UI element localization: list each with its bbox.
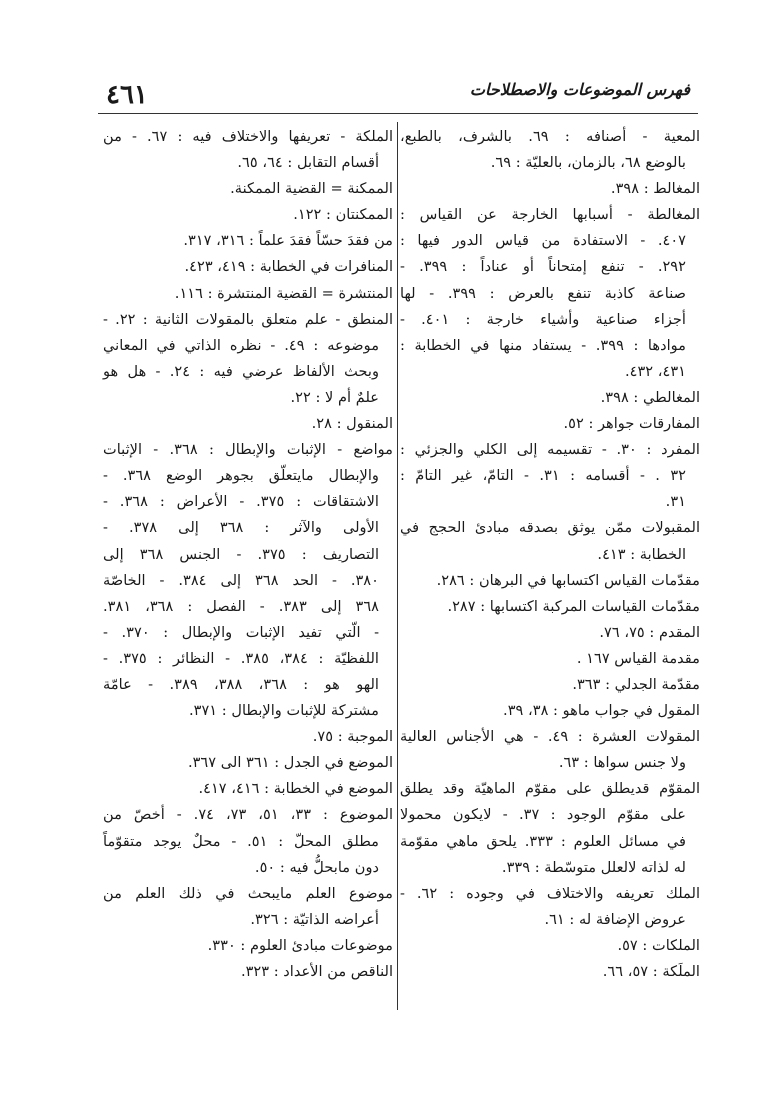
index-entry-line: المغالطة - أسبابها الخارجة عن القياس : <box>400 206 700 224</box>
index-entry <box>400 594 700 620</box>
index-column-left <box>103 124 393 985</box>
index-entry-line: الموجبة : ٧٥. <box>312 728 393 746</box>
index-entry <box>103 307 393 411</box>
index-entry-line: أجزاء صناعية وأشياء خارجة : ٤٠١. - <box>400 310 686 328</box>
index-entry-line: الخطابة : ٤١٣. <box>597 545 686 563</box>
index-entry-line: الناقص من الأعداد : ٣٢٣. <box>240 963 393 980</box>
index-entry-line: موضوعات مبادئ العلوم : ٣٣٠. <box>207 936 393 954</box>
index-entry-line: المغالطي : ٣٩٨. <box>600 388 700 406</box>
index-entry-line: ٣٨٠. - الحد ٣٦٨ إلى ٣٨٤. - الخاصّة <box>103 571 379 589</box>
index-entry-line: الملكة - تعريفها والاختلاف فيه : ٦٧. - من <box>103 128 394 145</box>
index-entry-line: التصاريف : ٣٧٥. - الجنس ٣٦٨ إلى <box>103 545 379 563</box>
running-head: فهرس الموضوعات والاصطلاحات <box>469 80 690 99</box>
index-entry <box>103 724 393 750</box>
index-entry <box>103 281 393 307</box>
index-entry-line: المنقول : ٢٨. <box>311 415 393 433</box>
index-entry-line: بالوضع ٦٨، بالزمان، بالعليّة : ٦٩. <box>490 154 686 172</box>
index-entry-line: المغالط : ٣٩٨. <box>610 180 700 198</box>
index-entry-line: المعية - أصنافه : ٦٩. بالشرف، بالطبع، <box>400 128 700 145</box>
index-entry-line: أعراضه الذاتيّة : ٣٢٦. <box>250 910 379 928</box>
index-entry-line: الموضع في الجدل : ٣٦١ الى ٣٦٧. <box>187 754 393 772</box>
index-entry-line: الموضوع : ٣٣، ٥١، ٧٣، ٧٤. - أخصّ من <box>103 806 394 824</box>
index-entry-line: الهو هو : ٣٦٨، ٣٨٨، ٣٨٩. - عامّة <box>103 675 379 693</box>
column-divider <box>397 122 398 1010</box>
index-entry-line: الملكات : ٥٧. <box>617 936 700 954</box>
index-entry <box>400 646 700 672</box>
index-entry-line: المفارقات جواهر : ٥٢. <box>563 415 700 433</box>
index-entry-line: المفرد : ٣٠. - تقسيمه إلى الكلي والجزئي : <box>400 441 700 459</box>
index-entry-line: المقدم : ٧٥، ٧٦. <box>599 623 700 641</box>
page-number: ٤٦١ <box>106 80 148 110</box>
index-entry-line: - الّتي تفيد الإثبات والإبطال : ٣٧٠. - <box>103 623 379 641</box>
index-entry <box>103 202 393 228</box>
index-entry <box>103 411 393 437</box>
index-entry-line: المقول في جواب ماهو : ٣٨، ٣٩. <box>503 702 700 720</box>
index-entry-line: والإبطال مايتعلّق بجوهر الوضع ٣٦٨. - <box>103 467 379 485</box>
index-entry-line: دون مابحلُّ فيه : ٥٠. <box>254 858 379 876</box>
index-entry-line: مشتركة للإثبات والإبطال : ٣٧١. <box>188 702 379 720</box>
index-entry-line: المقولات العشرة : ٤٩. - هي الأجناس العالية <box>400 728 701 746</box>
index-entry <box>103 124 393 176</box>
index-entry-line: مقدّمات القياس اكتسابها في البرهان : ٢٨٦. <box>436 571 700 589</box>
index-entry-line: الاشتقاقات : ٣٧٥. - الأعراض : ٣٦٨. - <box>103 493 379 511</box>
index-entry <box>400 724 700 776</box>
index-entry-line: الموضع في الخطابة : ٤١٦، ٤١٧. <box>198 780 393 798</box>
index-entry-line: علمٌ أم لا : ٢٢. <box>290 388 379 406</box>
index-entry <box>103 228 393 254</box>
index-entry <box>103 802 393 880</box>
index-entry <box>103 959 393 985</box>
index-entry-line: المنافرات في الخطابة : ٤١٩، ٤٢٣. <box>184 258 393 276</box>
index-entry-line: الممكنة = القضية الممكنة. <box>230 180 393 198</box>
index-entry-line: مقدّمات القياسات المركبة اكتسابها : ٢٨٧. <box>447 597 700 615</box>
index-entry <box>400 959 700 985</box>
index-entry-line: موضوع العلم مايبحث في ذلك العلم من <box>103 884 393 902</box>
index-entry-line: المقبولات ممّن يوثق بصدقه مبادئ الحجج في <box>400 519 700 537</box>
index-entry-line: ٣٦٨ إلى ٣٨٣. - الفصل : ٣٦٨، ٣٨١. <box>103 597 379 615</box>
index-entry-line: أقسام التقابل : ٦٤، ٦٥. <box>237 154 379 172</box>
index-entry-line: عروض الإضافة له : ٦١. <box>544 910 686 928</box>
index-entry-line: صناعة كاذبة تنفع بالعرض : ٣٩٩. - لها <box>400 284 686 302</box>
index-entry-line: ٣٢ . - أقسامه : ٣١. - التامّ، غير التامّ : <box>400 467 686 485</box>
index-entry <box>400 385 700 411</box>
index-entry-line: مقدّمة الجدلي : ٣٦٣. <box>572 675 700 693</box>
index-entry-line: على مقوّم الوجود : ٣٧. - لايكون محمولا <box>400 806 686 824</box>
index-entry-line: ٣١. <box>665 493 686 511</box>
index-entry <box>103 254 393 280</box>
index-entry <box>103 881 393 933</box>
index-entry <box>400 202 700 385</box>
index-entry <box>103 176 393 202</box>
index-entry <box>400 437 700 515</box>
index-entry-line: موضوعه : ٤٩. - نظره الذاتي في المعاني <box>103 336 380 354</box>
index-entry-line: المقوّم قديطلق على مقوّم الماهيّة وقد يطلق <box>400 780 700 798</box>
index-entry-line: له لذاته لالعلل متوسّطة : ٣٣٩. <box>501 858 686 876</box>
index-entry-line: المنطق - علم متعلق بالمقولات الثانية : ٢٢. - <box>103 310 393 328</box>
index-entry <box>400 515 700 567</box>
index-entry-line: وبحث الألفاظ عرضي فيه : ٢٤. - هل هو <box>103 362 379 380</box>
index-entry <box>400 776 700 880</box>
index-entry-line: في مسائل العلوم : ٣٣٣. يلحق ماهي مقوّمة <box>400 832 686 850</box>
index-entry-line: مقدمة القياس ١٦٧ . <box>576 649 700 667</box>
index-entry-line: ولا جنس سواها : ٦٣. <box>558 754 686 772</box>
index-entry <box>103 750 393 776</box>
index-entry <box>400 411 700 437</box>
index-entry-line: الملَكة : ٥٧، ٦٦. <box>602 963 700 980</box>
page-header <box>0 0 770 120</box>
index-entry-line: الأولى والآثر : ٣٦٨ إلى ٣٧٨. - <box>103 519 379 537</box>
index-entry <box>400 881 700 933</box>
index-entry <box>103 776 393 802</box>
index-entry <box>400 933 700 959</box>
index-entry-line: ٤٠٧. - الاستفادة من قياس الدور فيها : <box>400 232 686 250</box>
index-entry-line: ٤٣١، ٤٣٢. <box>624 362 686 380</box>
index-entry-line: موادها : ٣٩٩. - يستفاد منها في الخطابة : <box>400 336 686 354</box>
index-entry-line: المنتشرة = القضية المنتشرة : ١١٦. <box>174 284 393 302</box>
index-entry <box>400 620 700 646</box>
index-entry-line: ٢٩٢. - تنفع إمتحاناً أو عناداً : ٣٩٩. - <box>400 258 686 276</box>
index-entry <box>400 568 700 594</box>
index-entry-line: من فقدَ حسّاً فقدَ علماً : ٣١٦، ٣١٧. <box>183 232 393 250</box>
index-entry <box>400 176 700 202</box>
index-entry-line: الممكنتان : ١٢٢. <box>293 206 393 224</box>
index-entry <box>400 124 700 176</box>
index-entry <box>103 437 393 724</box>
index-entry-line: اللفظيّة : ٣٨٤، ٣٨٥. - النظائر : ٣٧٥. - <box>103 649 379 667</box>
index-entry <box>103 933 393 959</box>
index-entry <box>400 672 700 698</box>
index-entry-line: مواضع - الإثبات والإبطال : ٣٦٨. - الإثبات <box>103 441 393 459</box>
index-entry <box>400 698 700 724</box>
header-rule <box>98 113 698 114</box>
index-entry-line: الملك تعريفه والاختلاف في وجوده : ٦٢. - <box>400 884 700 902</box>
index-entry-line: مطلق المحلّ : ٥١. - محلٌ يوجد متقوّماً <box>103 832 379 850</box>
index-column-right <box>400 124 700 985</box>
